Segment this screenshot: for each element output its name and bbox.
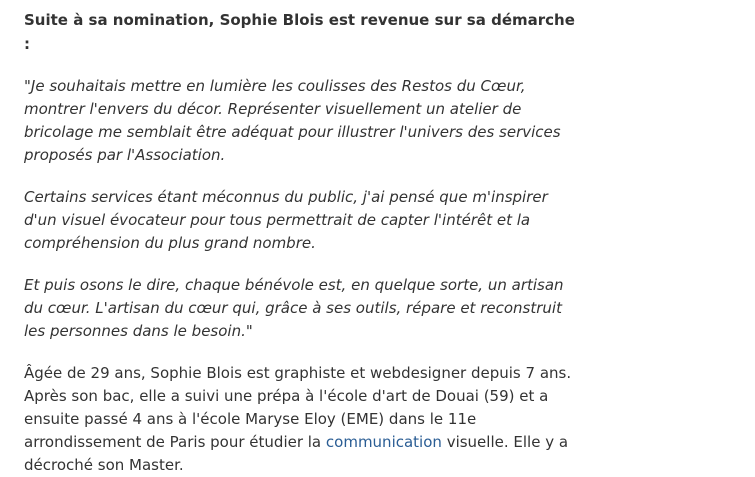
bio-line: décroché son Master.: [24, 456, 184, 474]
lead-paragraph: Suite à sa nomination, Sophie Blois est revenue sur sa démarche :: [24, 11, 575, 53]
quote-paragraph-2: [24, 186, 584, 255]
bio-line: [24, 431, 584, 454]
quote-line: les personnes dans le besoin.": [24, 322, 253, 340]
bio-line: Après son bac, elle a suivi une prépa à l'école d'art de Douai (59) et a: [24, 387, 549, 405]
bio-line: ensuite passé 4 ans à l'école Maryse Eloy (EME) dans le 11e: [24, 410, 477, 428]
bio-text-after-link: visuelle. Elle y a: [441, 433, 569, 451]
quote-paragraph-3: [24, 274, 584, 343]
quote-line: proposés par l'Association.: [24, 146, 226, 164]
quote-line: d'un visuel évocateur pour tous permettrait de capter l'intérêt et la: [24, 211, 531, 229]
quote-line: compréhension du plus grand nombre.: [24, 234, 316, 252]
quote-paragraph-1: [24, 75, 584, 167]
quote-line: montrer l'envers du décor. Représenter visuellement un atelier de: [24, 100, 522, 118]
quote-line: Certains services étant méconnus du public, j'ai pensé que m'inspirer: [24, 188, 548, 206]
quote-line: Et puis osons le dire, chaque bénévole est, en quelque sorte, un artisan: [24, 276, 564, 294]
article-body: [24, 8, 584, 477]
bio-paragraph: [24, 362, 584, 477]
quote-line: du cœur. L'artisan du cœur qui, grâce à ses outils, répare et reconstruit: [24, 299, 562, 317]
bio-line: Âgée de 29 ans, Sophie Blois est graphiste et webdesigner depuis 7 ans.: [24, 364, 572, 382]
communication-link[interactable]: communication: [325, 433, 442, 451]
bio-text-before-link: arrondissement de Paris pour étudier la: [24, 433, 326, 451]
quote-line: bricolage me semblait être adéquat pour illustrer l'univers des services: [24, 123, 561, 141]
quote-line: "Je souhaitais mettre en lumière les coulisses des Restos du Cœur,: [24, 77, 526, 95]
